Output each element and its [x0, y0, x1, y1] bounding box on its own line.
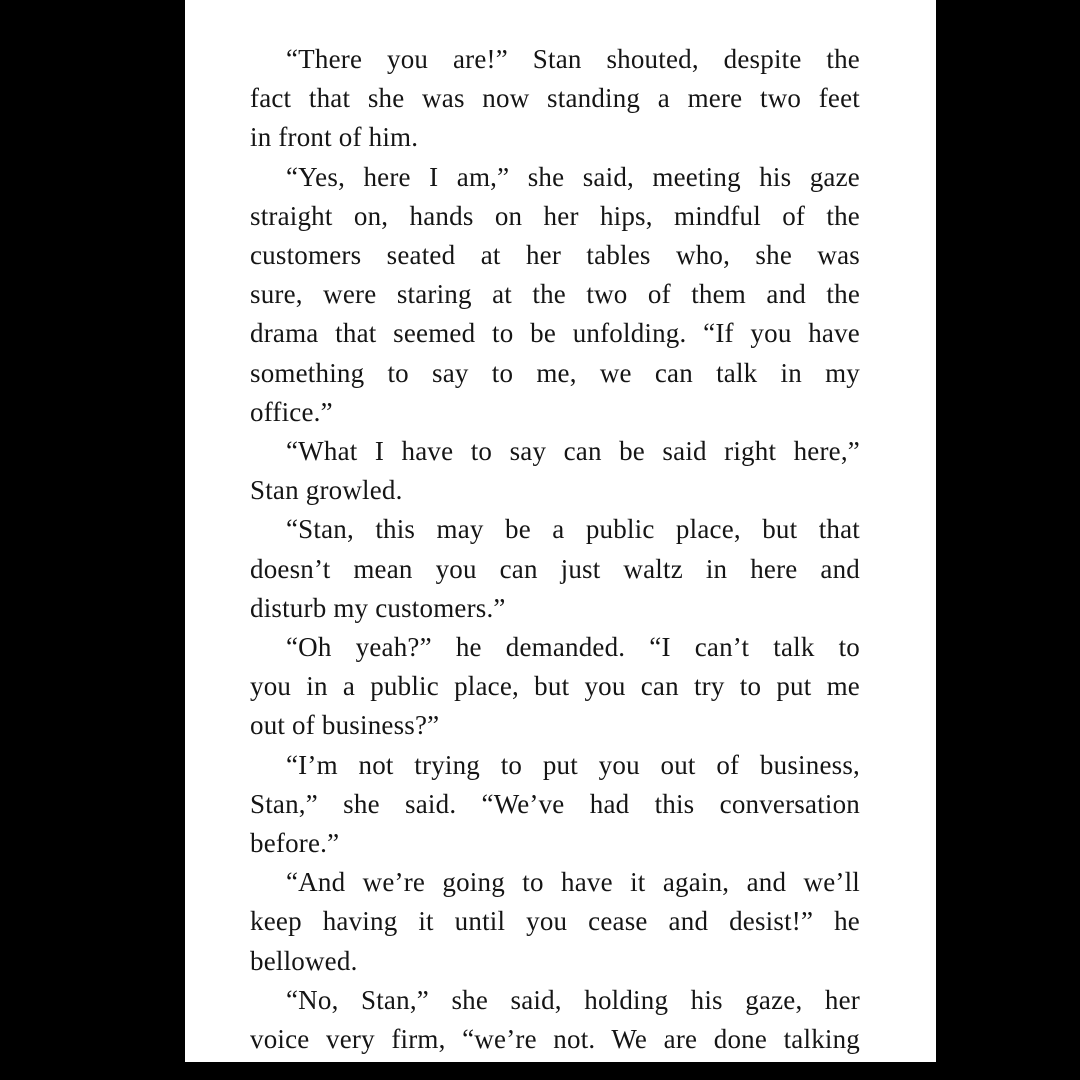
text-line: you in a public place, but you can try to put me: [250, 671, 860, 702]
text-line: “No, Stan,” she said, holding his gaze, her: [286, 984, 860, 1015]
text-line: out of business?”: [250, 710, 440, 741]
text-line: before.”: [250, 828, 340, 859]
text-line: something to say to me, we can talk in my: [250, 357, 860, 388]
text-line: drama that seemed to be unfolding. “If you have: [250, 318, 860, 349]
text-line: keep having it until you cease and desist!” he: [250, 906, 860, 937]
text-line: sure, were staring at the two of them and the: [250, 279, 860, 310]
page-text: [250, 40, 860, 1059]
text-line: “There you are!” Stan shouted, despite the: [286, 44, 860, 74]
text-line: Stan,” she said. “We’ve had this conversation: [250, 788, 860, 819]
text-line: “And we’re going to have it again, and we’ll: [286, 867, 860, 898]
text-line: straight on, hands on her hips, mindful of the: [250, 200, 860, 231]
text-line: “I’m not trying to put you out of business,: [286, 749, 860, 780]
letterbox-bottom: [0, 1062, 1080, 1080]
book-page[interactable]: [185, 0, 936, 1062]
text-line: voice very firm, “we’re not. We are done talking: [250, 1024, 860, 1055]
text-line: doesn’t mean you can just waltz in here and: [250, 553, 860, 584]
text-line: office.”: [250, 396, 333, 427]
text-line: “Oh yeah?” he demanded. “I can’t talk to: [286, 632, 860, 663]
letterbox-right: [936, 0, 1080, 1080]
text-line: disturb my customers.”: [250, 592, 506, 623]
text-line: fact that she was now standing a mere two feet: [250, 83, 860, 114]
text-line: in front of him.: [250, 122, 419, 153]
text-line: bellowed.: [250, 945, 358, 976]
text-line: “What I have to say can be said right here,”: [286, 436, 860, 467]
text-line: customers seated at her tables who, she was: [250, 240, 860, 271]
text-line: “Yes, here I am,” she said, meeting his gaze: [286, 161, 860, 192]
text-line: “Stan, this may be a public place, but that: [286, 514, 860, 545]
letterbox-left: [0, 0, 185, 1080]
text-line: Stan growled.: [250, 475, 403, 506]
